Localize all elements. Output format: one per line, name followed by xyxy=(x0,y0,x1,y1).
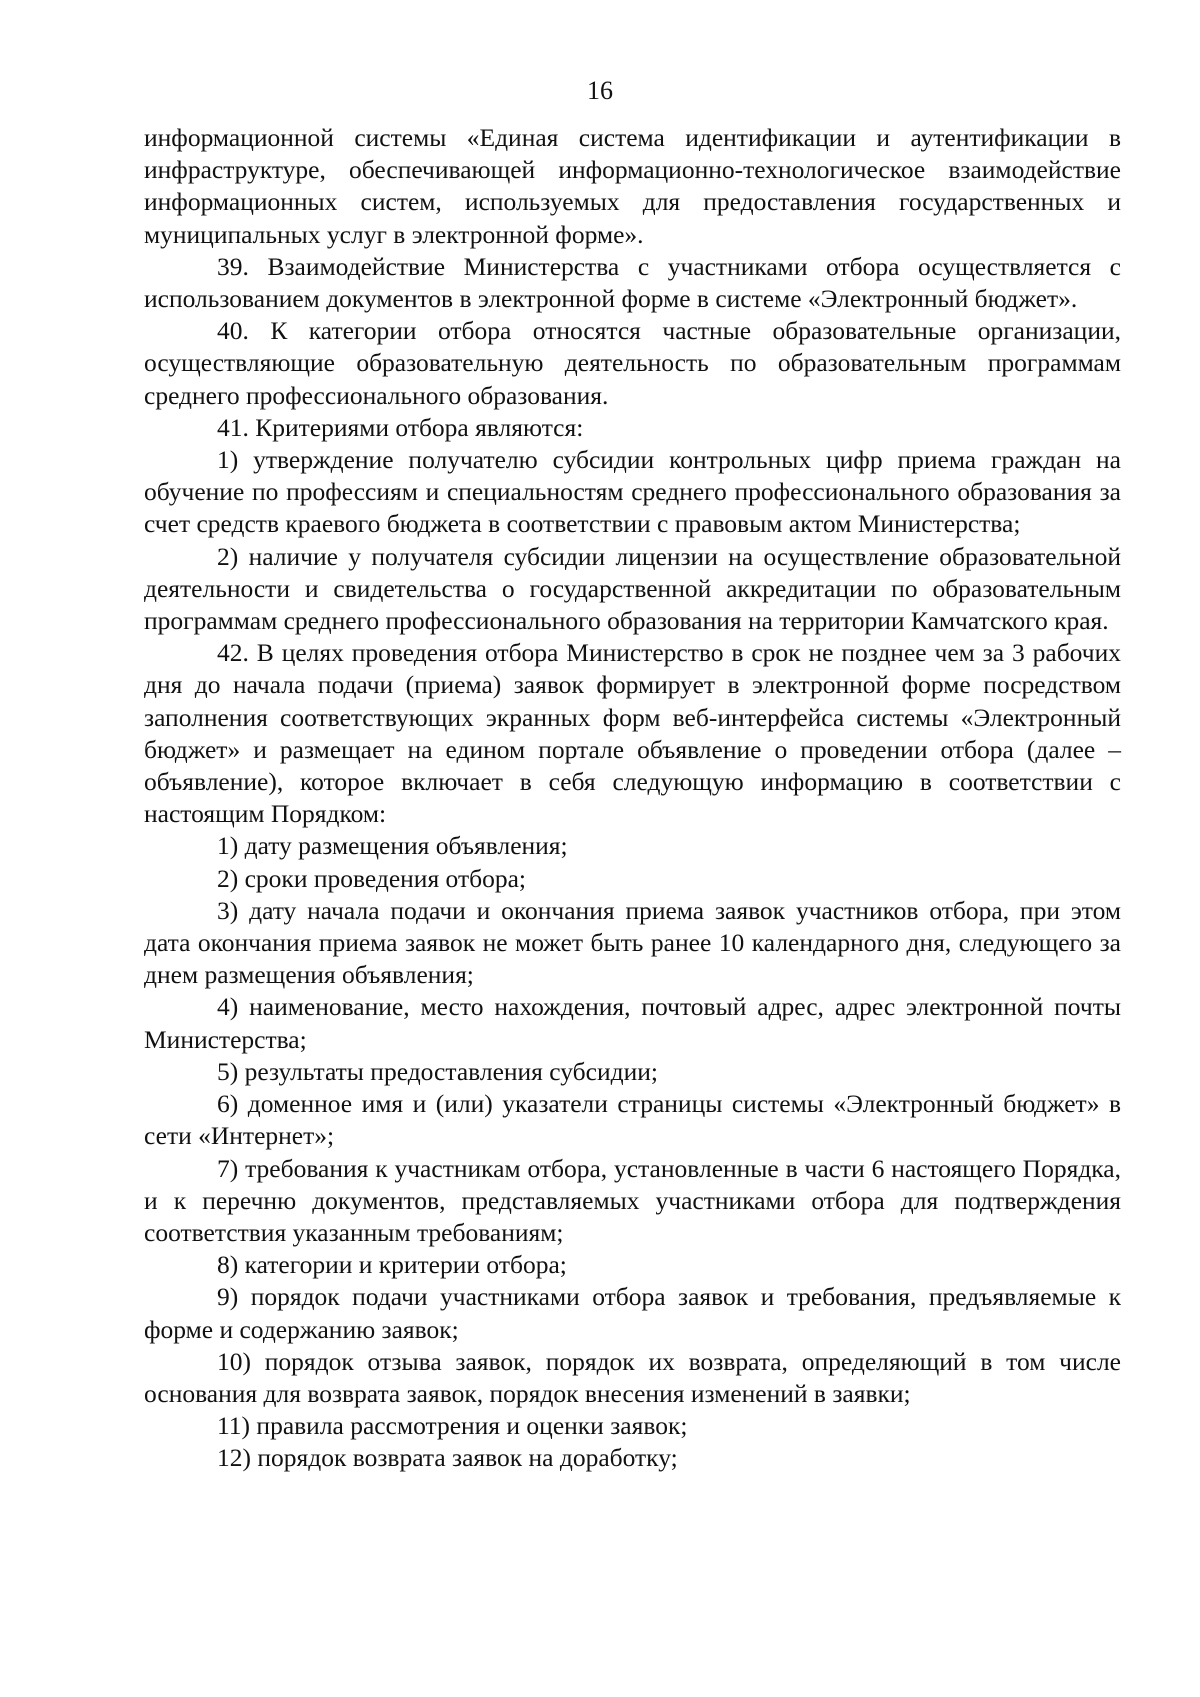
announcement-item-12: 12) порядок возврата заявок на доработку; xyxy=(217,1443,678,1473)
paragraph-item-41: 41. Критериями отбора являются: xyxy=(217,412,584,442)
announcement-item-1: 1) дату размещения объявления; xyxy=(217,831,568,861)
paragraph-item-39: 39. Взаимодействие Министерства с участниками отбора осуществляется с использованием документов в электронной форме в системе «Электронный бюджет». xyxy=(144,251,1121,314)
announcement-item-6: 6) доменное имя и (или) указатели страницы системы «Электронный бюджет» в сети «Интернет»; xyxy=(144,1089,1121,1151)
announcement-item-2: 2) сроки проведения отбора; xyxy=(217,863,526,893)
criterion-1: 1) утверждение получателю субсидии контрольных цифр приема граждан на обучение по профессиям и специальностям среднего профессионального образования за счет средств краевого бюджета в соответствии с правовым актом Министерства; xyxy=(144,445,1121,539)
announcement-item-11: 11) правила рассмотрения и оценки заявок; xyxy=(217,1411,688,1441)
paragraph-item-40: 40. К категории отбора относятся частные образовательные организации, осуществляющие образовательную деятельность по образовательным программам среднего профессионального образования. xyxy=(144,316,1121,410)
criterion-2: 2) наличие у получателя субсидии лицензии на осуществление образовательной деятельности и свидетельства о государственной аккредитации по образовательным программам среднего профессионального образования на территории Камчатского края. xyxy=(144,541,1121,636)
announcement-item-7: 7) требования к участникам отбора, установленные в части 6 настоящего Порядка, и к перечню документов, представляемых участниками отбора для подтверждения соответствия указанным требованиям; xyxy=(144,1153,1121,1247)
document-body xyxy=(144,122,1121,1475)
announcement-item-3: 3) дату начала подачи и окончания приема заявок участников отбора, при этом дата окончания приема заявок не может быть ранее 10 календарного дня, следующего за днем размещения объявления; xyxy=(144,895,1121,990)
page-number: 16 xyxy=(587,76,613,105)
announcement-item-10: 10) порядок отзыва заявок, порядок их возврата, определяющий в том числе основания для возврата заявок, порядок внесения изменений в заявки; xyxy=(144,1346,1121,1408)
paragraph-item-42: 42. В целях проведения отбора Министерство в срок не позднее чем за 3 рабочих дня до начала подачи (приема) заявок формирует в электронной форме посредством заполнения соответствующих экранных форм веб-интерфейса системы «Электронный бюджет» и размещает на едином портале объявление о проведении отбора (далее – объявление), которое включает в себя следующую информацию в соответствии с настоящим Порядком: xyxy=(144,638,1121,829)
announcement-item-4: 4) наименование, место нахождения, почтовый адрес, адрес электронной почты Министерства; xyxy=(144,992,1121,1054)
paragraph-continuation: информационной системы «Единая система идентификации и аутентификации в инфраструктуре, обеспечивающей информационно-технологическое взаимодействие информационных систем, используемых для предоставления государственных и муниципальных услуг в электронной форме». xyxy=(144,123,1121,249)
announcement-item-8: 8) категории и критерии отбора; xyxy=(217,1250,567,1280)
announcement-item-9: 9) порядок подачи участниками отбора заявок и требования, предъявляемые к форме и содержанию заявок; xyxy=(144,1282,1121,1344)
announcement-item-5: 5) результаты предоставления субсидии; xyxy=(217,1056,658,1086)
